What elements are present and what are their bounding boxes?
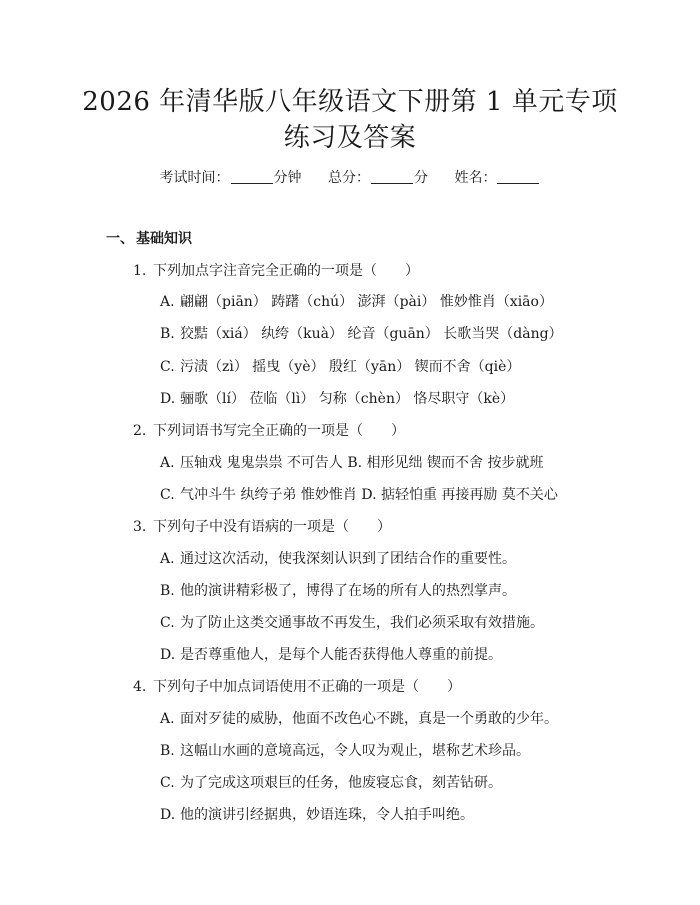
option-label: B.	[160, 743, 175, 759]
option-label: D.	[160, 391, 176, 407]
question-3-option-c	[160, 613, 544, 633]
total-score-field	[328, 168, 428, 188]
question-text: 下列加点字注音完全正确的一项是（ ）	[153, 263, 419, 279]
option-text: 通过这次活动，使我深刻认识到了团结合作的重要性。	[180, 551, 516, 567]
page-title-line-1: 2026 年清华版八年级语文下册第 1 单元专项	[82, 87, 618, 117]
question-2	[133, 421, 405, 441]
exam-time-blank	[231, 169, 273, 184]
question-number: 3.	[133, 519, 147, 535]
option-label: A.	[160, 711, 175, 727]
option-text: 气冲斗牛 纨绔子弟 惟妙惟肖 D. 掂轻怕重 再接再励 莫不关心	[180, 487, 558, 503]
option-text: 这幅山水画的意境高远，令人叹为观止，堪称艺术珍品。	[180, 743, 530, 759]
question-2-options-cd	[160, 485, 558, 505]
option-label: C.	[160, 615, 175, 631]
question-1-option-c	[160, 357, 520, 377]
option-text: 为了完成这项艰巨的任务，他废寝忘食，刻苦钻研。	[180, 775, 502, 791]
option-label: A.	[160, 294, 175, 310]
question-1-option-b	[160, 324, 563, 344]
question-1-option-a	[160, 292, 553, 312]
option-text: 面对歹徒的威胁，他面不改色心不跳，真是一个勇敢的少年。	[180, 711, 558, 727]
question-4-option-b	[160, 741, 530, 761]
option-label: D.	[160, 647, 176, 663]
question-4	[133, 677, 461, 697]
option-label: C.	[160, 359, 175, 375]
option-label: A.	[160, 455, 175, 471]
question-text: 下列词语书写完全正确的一项是（ ）	[153, 423, 405, 439]
question-text: 下列句子中加点词语使用不正确的一项是（ ）	[153, 679, 461, 695]
total-score-blank	[371, 169, 413, 184]
question-number: 2.	[133, 423, 147, 439]
total-score-unit: 分	[414, 170, 428, 186]
option-label: A.	[160, 551, 175, 567]
option-text: 狡黠（xiá） 纨绔（kuà） 纶音（guān） 长歌当哭（dàng）	[180, 326, 563, 342]
section-number: 一、	[106, 231, 134, 247]
option-text: 是否尊重他人，是每个人能否获得他人尊重的前提。	[180, 647, 502, 663]
student-name-blank	[497, 169, 539, 184]
exam-time-unit: 分钟	[273, 170, 302, 186]
exam-time-label: 考试时间：	[159, 170, 230, 186]
question-number: 1.	[133, 263, 147, 279]
page-title-line-2: 练习及答案	[283, 123, 417, 153]
option-text: 翩翩（piān） 踌躇（chú） 澎湃（pài） 惟妙惟肖（xiāo）	[180, 294, 553, 310]
question-3	[133, 517, 391, 537]
option-text: 他的演讲精彩极了，博得了在场的所有人的热烈掌声。	[180, 583, 516, 599]
question-text: 下列句子中没有语病的一项是（ ）	[153, 519, 391, 535]
option-text: 骊歌（lí） 莅临（lì） 匀称（chèn） 恪尽职守（kè）	[180, 391, 515, 407]
exam-time-field	[160, 168, 302, 188]
question-4-option-d	[160, 805, 474, 825]
section-heading	[106, 229, 192, 249]
option-label: B.	[160, 583, 175, 599]
question-4-option-a	[160, 709, 558, 729]
total-score-label: 总分：	[328, 170, 370, 186]
question-1	[133, 261, 419, 281]
question-3-option-d	[160, 645, 502, 665]
option-label: B.	[160, 326, 175, 342]
question-3-option-b	[160, 581, 516, 601]
question-4-option-c	[160, 773, 502, 793]
student-name-label: 姓名：	[454, 170, 497, 186]
option-label: D.	[160, 807, 176, 823]
option-text: 他的演讲引经据典，妙语连珠，令人拍手叫绝。	[180, 807, 474, 823]
exam-meta	[0, 168, 700, 188]
option-text: 污渍（zì） 摇曳（yè） 殷红（yān） 锲而不舍（qiè）	[180, 359, 521, 375]
question-2-options-ab	[160, 453, 543, 473]
question-1-option-d	[160, 389, 514, 409]
option-text: 压轴戏 鬼鬼祟祟 不可告人 B. 相形见绌 锲而不舍 按步就班	[180, 455, 544, 471]
option-text: 为了防止这类交通事故不再发生，我们必须采取有效措施。	[180, 615, 544, 631]
section-title: 基础知识	[136, 231, 192, 247]
student-name-field	[454, 168, 540, 188]
option-label: C.	[160, 775, 175, 791]
option-label: C.	[160, 487, 175, 503]
question-3-option-a	[160, 549, 516, 569]
question-number: 4.	[133, 679, 147, 695]
